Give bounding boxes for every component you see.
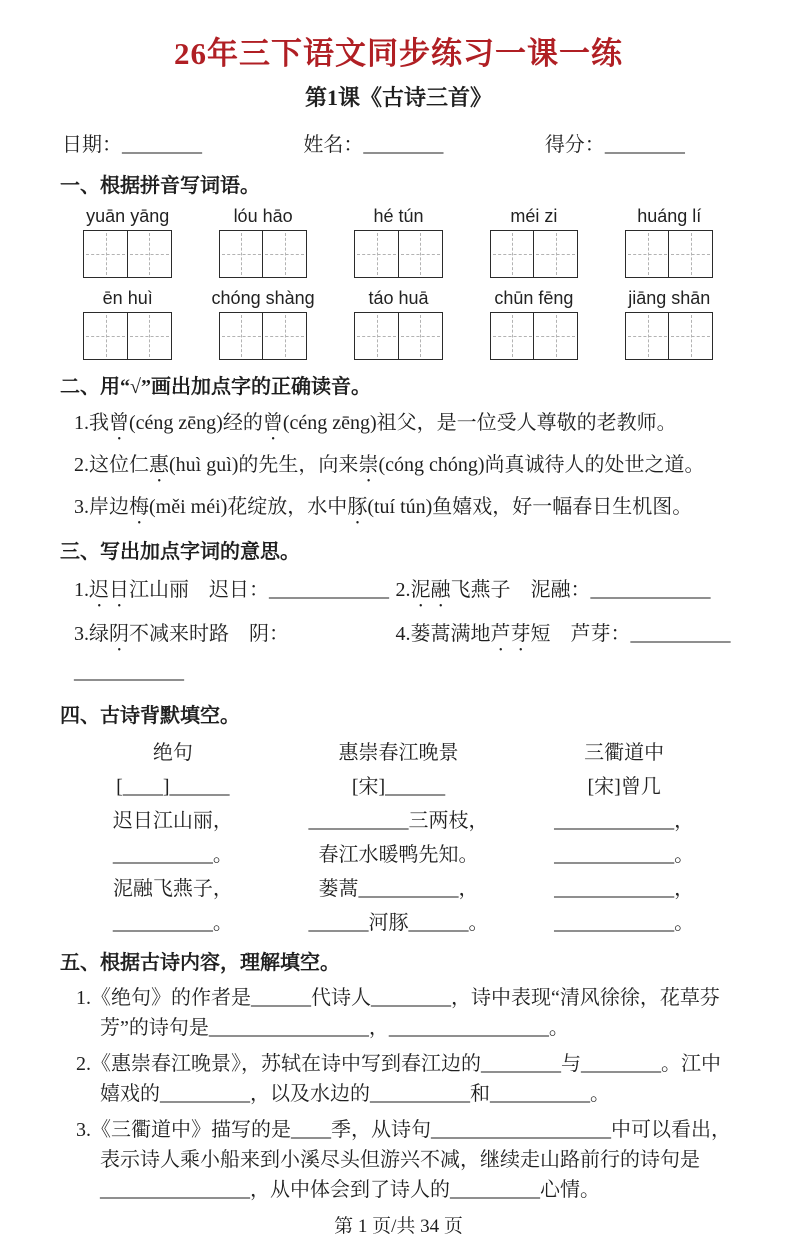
section3-row-1: [74, 572, 737, 616]
poem-line: 迟日江山丽，: [112, 810, 233, 832]
writing-grid: [490, 312, 578, 360]
pinyin-item: [331, 288, 466, 360]
pinyin-item: [60, 206, 195, 278]
section3-item-2: 2.泥融飞燕子 泥融：____________: [395, 579, 711, 601]
grid-cell: [354, 230, 399, 278]
grid-cell: [127, 312, 172, 360]
poem-line: ____________，: [554, 878, 695, 900]
pinyin-item: [466, 288, 601, 360]
pinyin-item: [602, 288, 737, 360]
lesson-subtitle: 第1课《古诗三首》: [304, 85, 492, 110]
pinyin-label: yuān yāng: [86, 206, 170, 226]
writing-grid: [354, 230, 442, 278]
grid-cell: [398, 230, 443, 278]
poem-column-huichong: [286, 736, 512, 940]
poem-column-sanqu: [511, 736, 737, 940]
grid-cell: [262, 312, 307, 360]
grid-cell: [490, 312, 535, 360]
section5-heading: 五、根据古诗内容，理解填空。: [60, 952, 340, 974]
date-field: [62, 128, 202, 157]
score-field: [545, 128, 685, 157]
grid-cell: [83, 230, 128, 278]
name-blank-line: ________: [363, 134, 444, 156]
poem-title: 绝句: [152, 742, 193, 764]
grid-cell: [668, 312, 713, 360]
poem-line: 泥融飞燕子，: [112, 878, 233, 900]
grid-cell: [354, 312, 399, 360]
pinyin-label: jiāng shān: [628, 288, 711, 308]
poem-author-line: [宋]______: [351, 776, 446, 798]
pinyin-label: chóng shàng: [211, 288, 315, 308]
poem-line: __________三两枝，: [308, 810, 489, 832]
poem-line: __________。: [112, 912, 233, 934]
name-field: [303, 128, 443, 157]
section3-heading: 三、写出加点字词的意思。: [60, 541, 300, 563]
grid-cell: [219, 230, 264, 278]
section3-item-3: 3.绿阴不减来时路 阴：___________: [74, 623, 289, 683]
score-blank-line: ________: [604, 134, 685, 156]
grid-cell: [533, 312, 578, 360]
pinyin-item: [331, 206, 466, 278]
poems-block: [60, 736, 737, 940]
pinyin-item: [602, 206, 737, 278]
poem-author-line: [____]______: [116, 776, 230, 798]
pinyin-item: [195, 288, 330, 360]
section1-heading: 一、根据拼音写词语。: [60, 175, 260, 197]
pinyin-grid-row-1: [60, 206, 737, 278]
section2-heading: 二、用“√”画出加点字的正确读音。: [60, 376, 371, 398]
poem-line: ____________，: [554, 810, 695, 832]
date-label: 日期：: [62, 134, 122, 156]
writing-grid: [490, 230, 578, 278]
writing-grid: [219, 312, 307, 360]
page-number-footer: 第 1 页/共 34 页: [334, 1216, 463, 1237]
pinyin-label: méi zi: [510, 206, 558, 226]
poem-line: ____________。: [554, 912, 695, 934]
score-label: 得分：: [544, 134, 605, 156]
grid-cell: [625, 312, 670, 360]
section5-item-2: 2.《惠崇春江晚景》，苏轼在诗中写到春江边的________与________。江中嬉戏的_________，以及水边的__________和__________。: [76, 1053, 721, 1105]
section2-item-1: 1.我曾(céng zēng)经的曾(céng zēng)祖父，是一位受人尊敬的老教师。: [74, 412, 677, 434]
section4-heading: 四、古诗背默填空。: [60, 705, 240, 727]
poem-line: ______河豚______。: [308, 912, 489, 934]
pinyin-grid-row-2: [60, 288, 737, 360]
pinyin-item: [195, 206, 330, 278]
grid-cell: [398, 312, 443, 360]
poem-line: 春江水暖鸭先知。: [318, 844, 479, 866]
page-title: 26年三下语文同步练习一课一练: [174, 36, 623, 71]
pinyin-item: [60, 288, 195, 360]
poem-title: 惠崇春江晚景: [338, 742, 459, 764]
poem-line: ____________。: [554, 844, 695, 866]
writing-grid: [219, 230, 307, 278]
poem-title: 三衢道中: [584, 742, 665, 764]
pinyin-label: ēn huì: [102, 288, 153, 308]
grid-cell: [219, 312, 264, 360]
section3-row-2: [74, 616, 737, 693]
pinyin-label: táo huā: [368, 288, 429, 308]
section5-item-3: 3.《三衢道中》描写的是____季，从诗句__________________中可以看出，表示诗人乘小船来到小溪尽头但游兴不减，继续走山路前行的诗句是_______________，从中体会到了诗人的_________心情。: [76, 1119, 731, 1201]
section2-item-3: 3.岸边梅(měi méi)花绽放，水中豚(tuí tún)鱼嬉戏，好一幅春日生机图。: [74, 496, 693, 518]
writing-grid: [354, 312, 442, 360]
grid-cell: [533, 230, 578, 278]
section3-item-1: 1.迟日江山丽 迟日：____________: [74, 579, 389, 601]
pinyin-label: chūn fēng: [494, 288, 574, 308]
grid-cell: [668, 230, 713, 278]
name-label: 姓名：: [303, 134, 364, 156]
writing-grid: [625, 230, 713, 278]
poem-author-line: [宋]曾几: [587, 776, 661, 798]
pinyin-item: [466, 206, 601, 278]
grid-cell: [83, 312, 128, 360]
grid-cell: [625, 230, 670, 278]
poem-line: 蒌蒿__________，: [318, 878, 479, 900]
poem-column-jueju: [60, 736, 286, 940]
poem-line: __________。: [112, 844, 233, 866]
pinyin-label: huáng lí: [637, 206, 702, 226]
section5-item-1: 1.《绝句》的作者是______代诗人________，诗中表现“清风徐徐，花草芬芳”的诗句是________________，________________。: [76, 987, 720, 1039]
section3-item-4: 4.蒌蒿满地芦芽短 芦芽：__________: [395, 623, 731, 645]
section2-item-2: 2.这位仁惠(huì guì)的先生，向来崇(cóng chóng)尚真诚待人的处世之道。: [74, 454, 705, 476]
pinyin-label: lóu hāo: [233, 206, 293, 226]
meta-row: [62, 128, 685, 157]
date-blank-line: ________: [122, 134, 202, 156]
grid-cell: [127, 230, 172, 278]
writing-grid: [83, 230, 171, 278]
writing-grid: [625, 312, 713, 360]
grid-cell: [262, 230, 307, 278]
pinyin-label: hé tún: [373, 206, 424, 226]
grid-cell: [490, 230, 535, 278]
writing-grid: [83, 312, 171, 360]
